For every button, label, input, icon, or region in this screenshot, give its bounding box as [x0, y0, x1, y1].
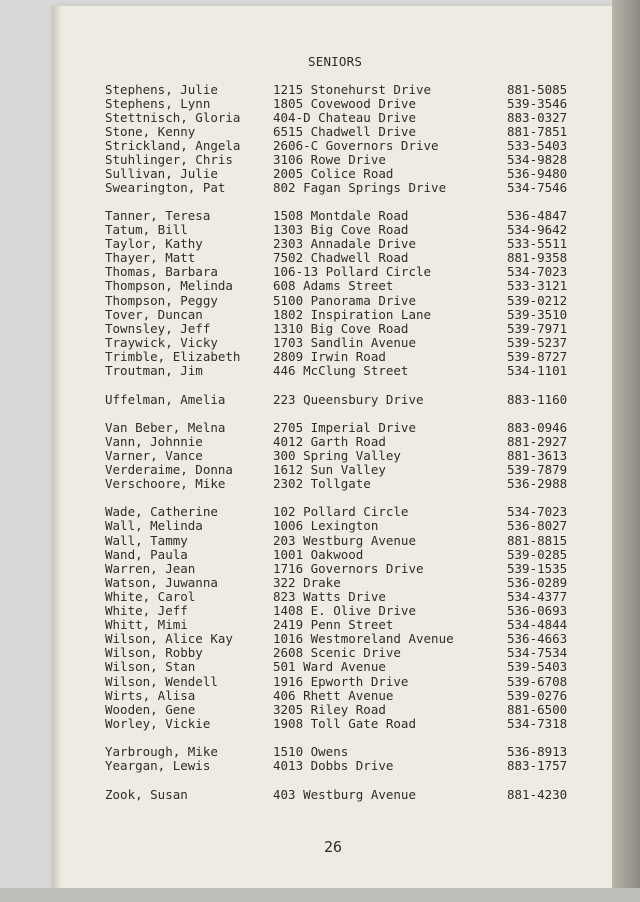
- entry-name: White, Jeff: [105, 603, 188, 618]
- list-item: [0, 265, 640, 279]
- list-item: [0, 97, 640, 111]
- entry-phone: 883-0327: [507, 110, 568, 125]
- entry-phone: 536-8027: [507, 518, 568, 533]
- entry-name: Thomas, Barbara: [105, 264, 218, 279]
- entry-address: 2419 Penn Street: [273, 617, 394, 632]
- list-item: [0, 435, 640, 449]
- entry-name: Wilson, Robby: [105, 645, 203, 660]
- entry-phone: 883-0946: [507, 420, 568, 435]
- entry-phone: 881-3613: [507, 448, 568, 463]
- entry-address: 106-13 Pollard Circle: [273, 264, 432, 279]
- entry-address: 2303 Annadale Drive: [273, 236, 416, 251]
- entry-address: 102 Pollard Circle: [273, 504, 409, 519]
- entry-phone: 539-6708: [507, 674, 568, 689]
- entry-phone: 539-8727: [507, 349, 568, 364]
- entry-phone: 533-5403: [507, 138, 568, 153]
- entry-phone: 881-4230: [507, 787, 568, 802]
- entry-address: 608 Adams Street: [273, 278, 394, 293]
- list-item: [0, 632, 640, 646]
- entry-name: Van Beber, Melna: [105, 420, 226, 435]
- entry-phone: 536-0289: [507, 575, 568, 590]
- entry-name: Verschoore, Mike: [105, 476, 226, 491]
- list-item: [0, 181, 640, 195]
- entry-name: Wilson, Alice Kay: [105, 631, 233, 646]
- list-item: [0, 675, 640, 689]
- list-item: [0, 336, 640, 350]
- list-item: [0, 618, 640, 632]
- entry-address: 403 Westburg Avenue: [273, 787, 416, 802]
- entry-phone: 539-3546: [507, 96, 568, 111]
- entry-name: Taylor, Kathy: [105, 236, 203, 251]
- entry-phone: 881-9358: [507, 250, 568, 265]
- entry-phone: 534-7318: [507, 716, 568, 731]
- entry-phone: 533-3121: [507, 278, 568, 293]
- entry-address: 1916 Epworth Drive: [273, 674, 409, 689]
- entry-name: Wade, Catherine: [105, 504, 218, 519]
- entry-name: Townsley, Jeff: [105, 321, 211, 336]
- list-item: [0, 279, 640, 293]
- entry-address: 1408 E. Olive Drive: [273, 603, 416, 618]
- entry-address: 2005 Colice Road: [273, 166, 394, 181]
- entry-phone: 534-7546: [507, 180, 568, 195]
- entry-phone: 539-7879: [507, 462, 568, 477]
- list-item: [0, 223, 640, 237]
- entry-name: Wilson, Stan: [105, 659, 196, 674]
- list-item: [0, 703, 640, 717]
- entry-name: Varner, Vance: [105, 448, 203, 463]
- entry-address: 2705 Imperial Drive: [273, 420, 416, 435]
- list-item: [0, 153, 640, 167]
- list-item: [0, 125, 640, 139]
- entry-phone: 534-4377: [507, 589, 568, 604]
- list-item: [0, 393, 640, 407]
- entry-address: 1215 Stonehurst Drive: [273, 82, 432, 97]
- entry-address: 322 Drake: [273, 575, 341, 590]
- entry-name: Worley, Vickie: [105, 716, 211, 731]
- list-item: [0, 745, 640, 759]
- entry-phone: 534-7023: [507, 504, 568, 519]
- list-item: [0, 294, 640, 308]
- list-item: [0, 689, 640, 703]
- entry-name: Verderaime, Donna: [105, 462, 233, 477]
- list-item: [0, 562, 640, 576]
- entry-address: 1612 Sun Valley: [273, 462, 386, 477]
- entry-address: 300 Spring Valley: [273, 448, 401, 463]
- entry-name: Strickland, Angela: [105, 138, 241, 153]
- entry-name: White, Carol: [105, 589, 196, 604]
- entry-name: Thompson, Melinda: [105, 278, 233, 293]
- entry-name: Wall, Melinda: [105, 518, 203, 533]
- list-item: [0, 322, 640, 336]
- entry-name: Stettnisch, Gloria: [105, 110, 241, 125]
- entry-name: Stuhlinger, Chris: [105, 152, 233, 167]
- list-item: [0, 534, 640, 548]
- entry-name: Yarbrough, Mike: [105, 744, 218, 759]
- entry-address: 501 Ward Avenue: [273, 659, 386, 674]
- list-item: [0, 576, 640, 590]
- entry-address: 1006 Lexington: [273, 518, 379, 533]
- page-bottom-shadow: [0, 888, 640, 902]
- entry-phone: 534-9642: [507, 222, 568, 237]
- entry-name: Trimble, Elizabeth: [105, 349, 241, 364]
- entry-name: Zook, Susan: [105, 787, 188, 802]
- entry-phone: 536-2988: [507, 476, 568, 491]
- entry-address: 2606-C Governors Drive: [273, 138, 439, 153]
- list-item: [0, 251, 640, 265]
- entry-address: 1716 Governors Drive: [273, 561, 424, 576]
- entry-address: 5100 Panorama Drive: [273, 293, 416, 308]
- entry-phone: 881-7851: [507, 124, 568, 139]
- entry-phone: 539-0285: [507, 547, 568, 562]
- entry-name: Stephens, Lynn: [105, 96, 211, 111]
- entry-phone: 536-9480: [507, 166, 568, 181]
- list-item: [0, 519, 640, 533]
- entry-address: 823 Watts Drive: [273, 589, 386, 604]
- entry-address: 404-D Chateau Drive: [273, 110, 416, 125]
- entry-address: 7502 Chadwell Road: [273, 250, 409, 265]
- entry-name: Thayer, Matt: [105, 250, 196, 265]
- entry-phone: 534-1101: [507, 363, 568, 378]
- entry-address: 2302 Tollgate: [273, 476, 371, 491]
- entry-name: Uffelman, Amelia: [105, 392, 226, 407]
- entry-name: Vann, Johnnie: [105, 434, 203, 449]
- entry-phone: 539-0276: [507, 688, 568, 703]
- list-item: [0, 308, 640, 322]
- entry-address: 2608 Scenic Drive: [273, 645, 401, 660]
- entry-phone: 533-5511: [507, 236, 568, 251]
- entry-phone: 534-4844: [507, 617, 568, 632]
- entry-name: Sullivan, Julie: [105, 166, 218, 181]
- entry-phone: 881-5085: [507, 82, 568, 97]
- list-item: [0, 167, 640, 181]
- entry-phone: 539-5237: [507, 335, 568, 350]
- entry-address: 1001 Oakwood: [273, 547, 364, 562]
- list-item: [0, 449, 640, 463]
- list-item: [0, 548, 640, 562]
- list-item: [0, 139, 640, 153]
- entry-name: Tover, Duncan: [105, 307, 203, 322]
- entry-address: 1510 Owens: [273, 744, 349, 759]
- entry-phone: 881-2927: [507, 434, 568, 449]
- list-item: [0, 421, 640, 435]
- entry-phone: 536-4847: [507, 208, 568, 223]
- entry-phone: 883-1757: [507, 758, 568, 773]
- entry-address: 446 McClung Street: [273, 363, 409, 378]
- entry-phone: 539-0212: [507, 293, 568, 308]
- entry-phone: 539-7971: [507, 321, 568, 336]
- entry-name: Troutman, Jim: [105, 363, 203, 378]
- entry-phone: 536-0693: [507, 603, 568, 618]
- entry-address: 1016 Westmoreland Avenue: [273, 631, 454, 646]
- entry-name: Wilson, Wendell: [105, 674, 218, 689]
- entry-address: 1508 Montdale Road: [273, 208, 409, 223]
- entry-address: 1703 Sandlin Avenue: [273, 335, 416, 350]
- entry-name: Swearington, Pat: [105, 180, 226, 195]
- entry-address: 802 Fagan Springs Drive: [273, 180, 447, 195]
- page-number: 26: [324, 838, 343, 856]
- entry-phone: 539-5403: [507, 659, 568, 674]
- list-item: [0, 646, 640, 660]
- entry-name: Wooden, Gene: [105, 702, 196, 717]
- entry-phone: 534-9828: [507, 152, 568, 167]
- list-item: [0, 505, 640, 519]
- entry-name: Yeargan, Lewis: [105, 758, 211, 773]
- entry-name: Watson, Juwanna: [105, 575, 218, 590]
- entry-phone: 881-8815: [507, 533, 568, 548]
- entry-address: 2809 Irwin Road: [273, 349, 386, 364]
- entry-name: Wand, Paula: [105, 547, 188, 562]
- entry-phone: 536-4663: [507, 631, 568, 646]
- entry-address: 4012 Garth Road: [273, 434, 386, 449]
- list-item: [0, 463, 640, 477]
- entry-address: 1310 Big Cove Road: [273, 321, 409, 336]
- entry-phone: 881-6500: [507, 702, 568, 717]
- entry-address: 1908 Toll Gate Road: [273, 716, 416, 731]
- list-item: [0, 660, 640, 674]
- entry-address: 1802 Inspiration Lane: [273, 307, 432, 322]
- list-item: [0, 604, 640, 618]
- list-item: [0, 209, 640, 223]
- entry-address: 1805 Covewood Drive: [273, 96, 416, 111]
- list-item: [0, 759, 640, 773]
- entry-address: 3205 Riley Road: [273, 702, 386, 717]
- entry-phone: 534-7023: [507, 264, 568, 279]
- list-item: [0, 237, 640, 251]
- entry-address: 6515 Chadwell Drive: [273, 124, 416, 139]
- list-item: [0, 350, 640, 364]
- list-item: [0, 590, 640, 604]
- list-item: [0, 111, 640, 125]
- entry-name: Tatum, Bill: [105, 222, 188, 237]
- section-heading: SENIORS: [308, 54, 363, 69]
- entry-phone: 534-7534: [507, 645, 568, 660]
- entry-name: Whitt, Mimi: [105, 617, 188, 632]
- entry-name: Traywick, Vicky: [105, 335, 218, 350]
- entry-name: Thompson, Peggy: [105, 293, 218, 308]
- list-item: [0, 83, 640, 97]
- list-item: [0, 364, 640, 378]
- entry-name: Wirts, Alisa: [105, 688, 196, 703]
- entry-phone: 539-3510: [507, 307, 568, 322]
- entry-address: 203 Westburg Avenue: [273, 533, 416, 548]
- entry-name: Stephens, Julie: [105, 82, 218, 97]
- entry-phone: 539-1535: [507, 561, 568, 576]
- list-item: [0, 477, 640, 491]
- entry-address: 223 Queensbury Drive: [273, 392, 424, 407]
- entry-address: 4013 Dobbs Drive: [273, 758, 394, 773]
- entry-name: Tanner, Teresa: [105, 208, 211, 223]
- entry-name: Wall, Tammy: [105, 533, 188, 548]
- entry-phone: 883-1160: [507, 392, 568, 407]
- entry-name: Stone, Kenny: [105, 124, 196, 139]
- list-item: [0, 788, 640, 802]
- entry-phone: 536-8913: [507, 744, 568, 759]
- entry-address: 1303 Big Cove Road: [273, 222, 409, 237]
- entry-name: Warren, Jean: [105, 561, 196, 576]
- entry-address: 406 Rhett Avenue: [273, 688, 394, 703]
- entry-address: 3106 Rowe Drive: [273, 152, 386, 167]
- list-item: [0, 717, 640, 731]
